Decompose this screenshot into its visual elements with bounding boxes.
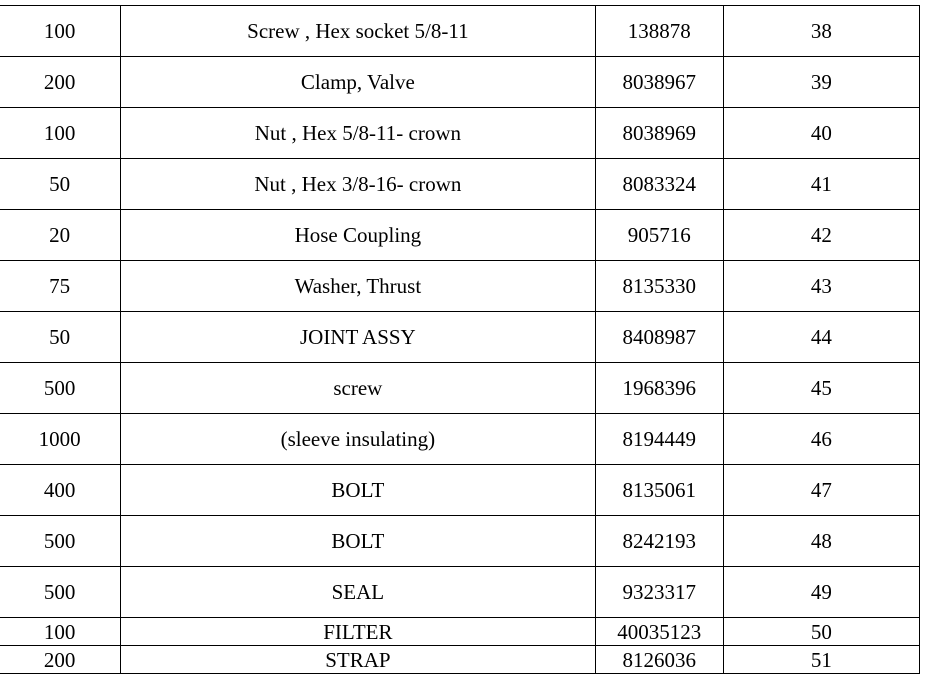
item-number-cell: 40 <box>723 108 919 159</box>
table-row <box>0 312 920 363</box>
table-row <box>0 261 920 312</box>
quantity-cell: 100 <box>0 618 121 646</box>
item-number-cell: 50 <box>723 618 919 646</box>
description-cell: Screw , Hex socket 5/8-11 <box>121 6 596 57</box>
item-number-cell: 49 <box>723 567 919 618</box>
item-number-cell: 39 <box>723 57 919 108</box>
item-number-cell: 48 <box>723 516 919 567</box>
quantity-cell: 400 <box>0 465 121 516</box>
quantity-cell: 100 <box>0 6 121 57</box>
part-number-cell: 1968396 <box>595 363 723 414</box>
quantity-cell: 100 <box>0 108 121 159</box>
description-cell: Nut , Hex 3/8-16- crown <box>121 159 596 210</box>
description-cell: Hose Coupling <box>121 210 596 261</box>
quantity-cell: 1000 <box>0 414 121 465</box>
item-number-cell: 45 <box>723 363 919 414</box>
item-number-cell: 51 <box>723 646 919 674</box>
part-number-cell: 8038967 <box>595 57 723 108</box>
table-row <box>0 465 920 516</box>
description-cell: Clamp, Valve <box>121 57 596 108</box>
quantity-cell: 20 <box>0 210 121 261</box>
parts-table <box>0 5 920 674</box>
table-row <box>0 618 920 646</box>
quantity-cell: 50 <box>0 159 121 210</box>
description-cell: Nut , Hex 5/8-11- crown <box>121 108 596 159</box>
part-number-cell: 8242193 <box>595 516 723 567</box>
description-cell: SEAL <box>121 567 596 618</box>
part-number-cell: 905716 <box>595 210 723 261</box>
item-number-cell: 38 <box>723 6 919 57</box>
description-cell: FILTER <box>121 618 596 646</box>
quantity-cell: 500 <box>0 516 121 567</box>
item-number-cell: 47 <box>723 465 919 516</box>
part-number-cell: 8083324 <box>595 159 723 210</box>
quantity-cell: 75 <box>0 261 121 312</box>
item-number-cell: 42 <box>723 210 919 261</box>
item-number-cell: 44 <box>723 312 919 363</box>
part-number-cell: 8408987 <box>595 312 723 363</box>
description-cell: STRAP <box>121 646 596 674</box>
part-number-cell: 9323317 <box>595 567 723 618</box>
quantity-cell: 50 <box>0 312 121 363</box>
description-cell: BOLT <box>121 465 596 516</box>
description-cell: (sleeve insulating) <box>121 414 596 465</box>
table-row <box>0 567 920 618</box>
description-cell: BOLT <box>121 516 596 567</box>
description-cell: Washer, Thrust <box>121 261 596 312</box>
table-row <box>0 363 920 414</box>
quantity-cell: 200 <box>0 646 121 674</box>
part-number-cell: 138878 <box>595 6 723 57</box>
part-number-cell: 8194449 <box>595 414 723 465</box>
table-row <box>0 6 920 57</box>
part-number-cell: 40035123 <box>595 618 723 646</box>
part-number-cell: 8126036 <box>595 646 723 674</box>
item-number-cell: 46 <box>723 414 919 465</box>
quantity-cell: 200 <box>0 57 121 108</box>
description-cell: screw <box>121 363 596 414</box>
part-number-cell: 8038969 <box>595 108 723 159</box>
table-row <box>0 108 920 159</box>
table-row <box>0 210 920 261</box>
item-number-cell: 43 <box>723 261 919 312</box>
quantity-cell: 500 <box>0 567 121 618</box>
item-number-cell: 41 <box>723 159 919 210</box>
parts-table-body <box>0 6 920 674</box>
table-row <box>0 159 920 210</box>
table-row <box>0 414 920 465</box>
part-number-cell: 8135061 <box>595 465 723 516</box>
table-row <box>0 57 920 108</box>
quantity-cell: 500 <box>0 363 121 414</box>
table-row <box>0 516 920 567</box>
table-row <box>0 646 920 674</box>
description-cell: JOINT ASSY <box>121 312 596 363</box>
part-number-cell: 8135330 <box>595 261 723 312</box>
